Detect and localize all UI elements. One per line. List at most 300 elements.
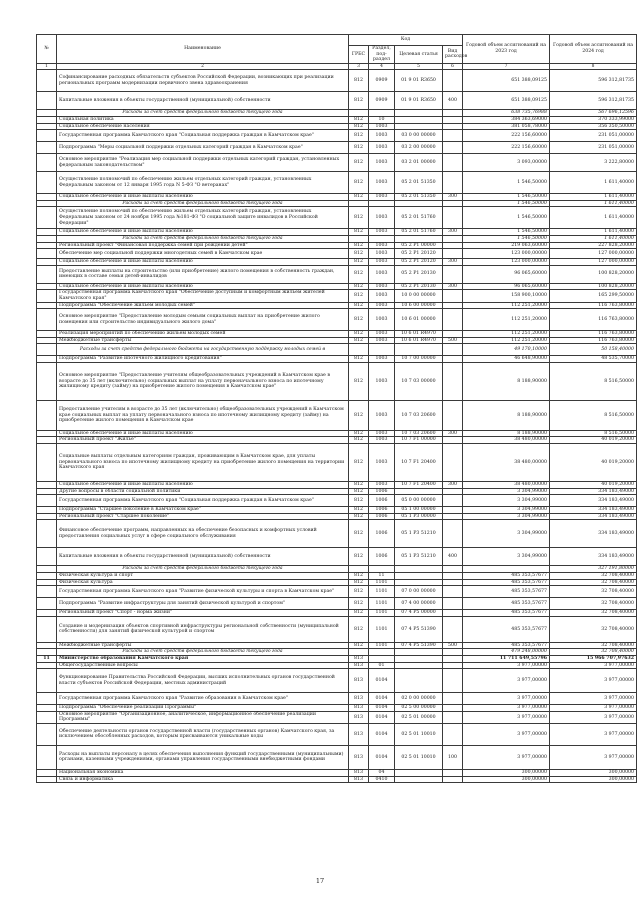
row-amount-2024: 32 708,40000: [550, 642, 637, 649]
row-number: [37, 337, 57, 344]
table-row: [37, 656, 637, 663]
row-target-article: 10 0 00 00000: [395, 290, 443, 302]
row-target-article: 07 4 P5 00000: [395, 610, 443, 617]
row-grbs: 812: [349, 116, 369, 123]
table-row: [37, 331, 637, 338]
row-target-article: 05 2 P1 20130: [395, 283, 443, 290]
row-grbs: 812: [349, 242, 369, 249]
row-amount-2024: 3 977,00000: [550, 723, 637, 745]
row-razdel: 1003: [369, 362, 395, 400]
row-expense-type: [443, 344, 463, 356]
row-expense-type: [443, 573, 463, 580]
row-number: [37, 769, 57, 776]
row-target-article: 10 6 01 R4970: [395, 331, 443, 338]
table-row: [37, 92, 637, 110]
header-grbs: ГРБС: [349, 46, 369, 64]
row-name: Социальное обеспечение и иные выплаты населению: [57, 229, 349, 236]
column-number: 8: [550, 63, 637, 70]
row-number: [37, 776, 57, 783]
row-razdel: 0909: [369, 92, 395, 110]
table-row: [37, 154, 637, 172]
row-amount-2023: 3 977,00000: [463, 745, 550, 769]
row-grbs: 813: [349, 723, 369, 745]
row-grbs: 812: [349, 154, 369, 172]
row-amount-2024: 334 183,49000: [550, 488, 637, 495]
row-name: Социальное обеспечение и иные выплаты населению: [57, 482, 349, 489]
row-razdel: 1006: [369, 520, 395, 548]
row-name: Реализация мероприятий по обеспечению жильем молодых семей: [57, 331, 349, 338]
row-number: [37, 705, 57, 712]
table-row: [37, 616, 637, 642]
row-amount-2023: 46 648,90000: [463, 356, 550, 363]
table-header: [37, 35, 637, 70]
row-expense-type: 400: [443, 548, 463, 566]
column-number: 5: [395, 63, 443, 70]
row-amount-2024: 1 611,40000: [550, 200, 637, 207]
row-expense-type: [443, 669, 463, 693]
row-amount-2023: 485 353,57677: [463, 610, 550, 617]
row-amount-2024: 231 051,00000: [550, 130, 637, 142]
row-name: Создание и модернизация объектов спортивной инфраструктуры региональной собственности (муниципальной собственности) для занятий физической культурой и спортом: [57, 616, 349, 642]
row-amount-2024: 334 183,49000: [550, 548, 637, 566]
row-grbs: 812: [349, 207, 369, 229]
row-amount-2023: 3 977,00000: [463, 723, 550, 745]
row-target-article: [395, 566, 443, 573]
row-number: [37, 302, 57, 309]
row-number: [37, 586, 57, 598]
row-target-article: 10 7 03 20600: [395, 430, 443, 437]
row-amount-2024: 32 708,40000: [550, 573, 637, 580]
row-number: [37, 362, 57, 400]
table-row: [37, 711, 637, 723]
row-target-article: 05 2 01 51350: [395, 172, 443, 194]
table-row: [37, 344, 637, 356]
row-amount-2023: 219 063,60000: [463, 242, 550, 249]
row-amount-2023: 222 156,60000: [463, 130, 550, 142]
row-name: Подпрограмма "Старшее поколение в Камчатском крае": [57, 507, 349, 514]
row-target-article: 10 7 03 20600: [395, 400, 443, 430]
row-razdel: 1003: [369, 207, 395, 229]
row-expense-type: 300: [443, 283, 463, 290]
row-name: Подпрограмма "Обеспечение реализации Программы": [57, 705, 349, 712]
row-amount-2024: 40 019,20000: [550, 482, 637, 489]
row-amount-2023: 1 546,50000: [463, 172, 550, 194]
header-amount-2024: Годовой объем ассигнований на 2024 год: [550, 35, 637, 64]
row-razdel: 1003: [369, 172, 395, 194]
row-expense-type: [443, 610, 463, 617]
row-grbs: 812: [349, 586, 369, 598]
row-amount-2023: 8 188,90000: [463, 362, 550, 400]
row-amount-2024: 8 516,50000: [550, 362, 637, 400]
row-grbs: 812: [349, 610, 369, 617]
row-grbs: 812: [349, 265, 369, 283]
header-amount-2023: Годовой объем ассигнований на 2023 год: [463, 35, 550, 64]
row-amount-2024: 127 000,00000: [550, 249, 637, 259]
row-amount-2024: 32 708,40000: [550, 579, 637, 586]
row-amount-2023: 1 546,50000: [463, 207, 550, 229]
row-expense-type: [443, 331, 463, 338]
row-target-article: [395, 200, 443, 207]
row-number: [37, 548, 57, 566]
row-amount-2023: 1 546,50000: [463, 200, 550, 207]
row-grbs: [349, 235, 369, 242]
row-name: Региональный проект "Старшее поколение": [57, 513, 349, 520]
row-amount-2023: 3 977,00000: [463, 662, 550, 669]
row-amount-2023: 485 353,57677: [463, 616, 550, 642]
table-row: [37, 207, 637, 229]
row-name: Осуществление полномочий по обеспечению жильем отдельных категорий граждан, установленных Федеральным законом от 12 января 1995 года N 5-ФЗ "О ветеранах": [57, 172, 349, 194]
row-number: [37, 110, 57, 117]
row-amount-2023: 3 304,99000: [463, 513, 550, 520]
row-razdel: 1003: [369, 290, 395, 302]
row-amount-2023: 3 304,99000: [463, 548, 550, 566]
table-row: [37, 200, 637, 207]
table-row: [37, 235, 637, 242]
row-expense-type: [443, 154, 463, 172]
table-row: [37, 610, 637, 617]
table-row: [37, 259, 637, 266]
row-razdel: 1003: [369, 123, 395, 130]
table-row: [37, 430, 637, 437]
row-amount-2024: 116 763,80000: [550, 309, 637, 331]
row-amount-2023: 300,00000: [463, 769, 550, 776]
row-number: [37, 693, 57, 705]
row-grbs: 812: [349, 172, 369, 194]
row-name: Основное мероприятие "Организационное, аналитическое, информационное обеспечение реализации Программы": [57, 711, 349, 723]
row-grbs: 812: [349, 598, 369, 610]
row-target-article: 05 2 01 51760: [395, 207, 443, 229]
row-number: [37, 290, 57, 302]
row-target-article: 01 9 01 R3650: [395, 70, 443, 92]
row-amount-2024: 15 966 707,97632: [550, 656, 637, 663]
row-grbs: 812: [349, 123, 369, 130]
row-expense-type: [443, 116, 463, 123]
row-amount-2024: 596 312,81735: [550, 92, 637, 110]
row-expense-type: [443, 207, 463, 229]
row-razdel: [369, 235, 395, 242]
row-expense-type: [443, 579, 463, 586]
row-grbs: [349, 110, 369, 117]
row-amount-2023: 384 363,69000: [463, 116, 550, 123]
row-amount-2024: 3 977,00000: [550, 693, 637, 705]
row-razdel: 11: [369, 573, 395, 580]
row-target-article: 02 5 01 10010: [395, 723, 443, 745]
table-row: [37, 194, 637, 201]
row-expense-type: [443, 437, 463, 444]
row-amount-2024: 300,00000: [550, 769, 637, 776]
row-amount-2023: 479 248,00000: [463, 649, 550, 656]
row-expense-type: [443, 123, 463, 130]
row-amount-2024: 334 183,49000: [550, 520, 637, 548]
table-row: [37, 249, 637, 259]
row-grbs: 812: [349, 337, 369, 344]
row-name: Межбюджетные трансферты: [57, 642, 349, 649]
row-number: [37, 229, 57, 236]
row-number: [37, 200, 57, 207]
row-target-article: [395, 649, 443, 656]
row-razdel: 0909: [369, 70, 395, 92]
row-name: Межбюджетные трансферты: [57, 337, 349, 344]
row-amount-2023: 3 304,99000: [463, 507, 550, 514]
row-grbs: 813: [349, 711, 369, 723]
row-razdel: 0104: [369, 711, 395, 723]
row-amount-2024: 3 977,00000: [550, 711, 637, 723]
row-grbs: 812: [349, 362, 369, 400]
row-number: [37, 92, 57, 110]
row-target-article: [395, 769, 443, 776]
table-row: [37, 662, 637, 669]
row-target-article: 03 0 00 00000: [395, 130, 443, 142]
row-amount-2024: 100 828,20000: [550, 265, 637, 283]
row-grbs: 812: [349, 290, 369, 302]
table-row: [37, 283, 637, 290]
table-row: [37, 520, 637, 548]
row-expense-type: 300: [443, 259, 463, 266]
row-expense-type: [443, 598, 463, 610]
row-grbs: 812: [349, 302, 369, 309]
row-amount-2023: 381 058,78000: [463, 123, 550, 130]
row-number: [37, 430, 57, 437]
row-razdel: 1101: [369, 598, 395, 610]
budget-table: [36, 34, 637, 783]
row-target-article: 03 2 00 00000: [395, 142, 443, 154]
row-number: [37, 488, 57, 495]
row-razdel: 1003: [369, 249, 395, 259]
row-amount-2024: 370 333,99000: [550, 116, 637, 123]
table-row: [37, 130, 637, 142]
row-amount-2024: 334 183,49000: [550, 495, 637, 507]
table-row: [37, 290, 637, 302]
table-row: [37, 507, 637, 514]
row-razdel: 1101: [369, 642, 395, 649]
row-grbs: 812: [349, 130, 369, 142]
row-number: [37, 172, 57, 194]
row-expense-type: 100: [443, 745, 463, 769]
row-expense-type: 400: [443, 92, 463, 110]
row-expense-type: [443, 400, 463, 430]
row-amount-2023: 123 000,00000: [463, 249, 550, 259]
row-target-article: 05 2 01 51350: [395, 194, 443, 201]
row-grbs: 812: [349, 579, 369, 586]
row-amount-2024: 1 611,40000: [550, 172, 637, 194]
row-expense-type: [443, 356, 463, 363]
row-target-article: [395, 110, 443, 117]
row-amount-2024: 32 708,40000: [550, 610, 637, 617]
row-grbs: 812: [349, 331, 369, 338]
row-expense-type: [443, 616, 463, 642]
table-row: [37, 142, 637, 154]
row-razdel: 01: [369, 662, 395, 669]
header-expense-type: Вид расходов: [443, 46, 463, 64]
row-number: [37, 123, 57, 130]
row-grbs: 812: [349, 548, 369, 566]
row-razdel: 0410: [369, 776, 395, 783]
table-row: [37, 437, 637, 444]
row-amount-2023: 96 065,60000: [463, 283, 550, 290]
row-razdel: [369, 200, 395, 207]
row-grbs: 812: [349, 283, 369, 290]
row-razdel: 1006: [369, 548, 395, 566]
table-row: [37, 309, 637, 331]
row-amount-2023: 485 353,57677: [463, 598, 550, 610]
row-amount-2023: 222 156,60000: [463, 142, 550, 154]
row-expense-type: [443, 723, 463, 745]
row-number: [37, 495, 57, 507]
row-expense-type: 300: [443, 229, 463, 236]
row-expense-type: [443, 586, 463, 598]
row-amount-2024: 3 977,00000: [550, 669, 637, 693]
row-expense-type: 300: [443, 194, 463, 201]
row-grbs: [349, 566, 369, 573]
row-amount-2023: 112 251,20000: [463, 337, 550, 344]
row-amount-2024: 327 191,80000: [550, 566, 637, 573]
row-name: Расходы на выплаты персоналу в целях обеспечения выполнения функций государственными (муниципальными) органами, казенными учреждениями, органами управления государственными внебюджетными фондами: [57, 745, 349, 769]
row-amount-2023: 638 735,76988: [463, 110, 550, 117]
row-expense-type: [443, 488, 463, 495]
row-razdel: 0104: [369, 669, 395, 693]
row-amount-2023: 3 093,00000: [463, 154, 550, 172]
table-row: [37, 362, 637, 400]
row-expense-type: 300: [443, 482, 463, 489]
row-name: Подпрограмма "Развитие ипотечного жилищного кредитования": [57, 356, 349, 363]
row-grbs: [349, 344, 369, 356]
row-razdel: 1101: [369, 586, 395, 598]
row-number: [37, 616, 57, 642]
row-number: [37, 723, 57, 745]
row-razdel: 10: [369, 116, 395, 123]
row-razdel: 1003: [369, 242, 395, 249]
row-target-article: 05 2 P1 00000: [395, 242, 443, 249]
table-row: [37, 70, 637, 92]
row-name: Основное мероприятие "Предоставление молодым семьям социальных выплат на приобретение жилого помещения или строительство индивидуального жилого дома": [57, 309, 349, 331]
row-amount-2023: [463, 566, 550, 573]
row-target-article: 07 4 00 00000: [395, 598, 443, 610]
table-row: [37, 116, 637, 123]
table-row: [37, 642, 637, 649]
row-grbs: 812: [349, 194, 369, 201]
row-amount-2024: 3 222,80000: [550, 154, 637, 172]
table-body: [37, 70, 637, 783]
row-number: [37, 745, 57, 769]
row-expense-type: [443, 172, 463, 194]
row-target-article: [395, 656, 443, 663]
row-grbs: 812: [349, 249, 369, 259]
row-amount-2023: 3 304,99000: [463, 488, 550, 495]
table-row: [37, 495, 637, 507]
row-number: [37, 154, 57, 172]
row-number: [37, 437, 57, 444]
table-row: [37, 337, 637, 344]
row-razdel: 1003: [369, 309, 395, 331]
row-grbs: 812: [349, 437, 369, 444]
row-grbs: [349, 200, 369, 207]
column-number: 2: [57, 63, 349, 70]
row-number: [37, 573, 57, 580]
row-target-article: 07 0 00 00000: [395, 586, 443, 598]
row-name: Социальные выплаты отдельным категориям граждан, проживающим в Камчатском крае, для уплаты первоначального взноса по ипотечному жилищному кредиту на приобретение жилого помещения на территории Камчатского края: [57, 444, 349, 482]
row-razdel: 1003: [369, 400, 395, 430]
row-target-article: 07 4 P5 51390: [395, 642, 443, 649]
row-amount-2024: 334 183,49000: [550, 507, 637, 514]
row-razdel: 1003: [369, 444, 395, 482]
row-razdel: 1003: [369, 331, 395, 338]
row-amount-2024: 231 051,00000: [550, 142, 637, 154]
row-razdel: 1006: [369, 488, 395, 495]
table-row: [37, 488, 637, 495]
table-row: [37, 669, 637, 693]
table-row: [37, 548, 637, 566]
row-expense-type: 500: [443, 337, 463, 344]
table-row: [37, 573, 637, 580]
row-target-article: [395, 123, 443, 130]
row-number: [37, 344, 57, 356]
row-razdel: 1003: [369, 482, 395, 489]
row-target-article: 10 6 00 00000: [395, 302, 443, 309]
row-amount-2024: 3 977,00000: [550, 662, 637, 669]
table-row: [37, 123, 637, 130]
row-name: Связь и информатика: [57, 776, 349, 783]
row-name: Региональный проект "Жилье": [57, 437, 349, 444]
row-target-article: 05 1 00 00000: [395, 507, 443, 514]
row-target-article: 10 7 03 00000: [395, 362, 443, 400]
row-name: Социальное обеспечение и иные выплаты населению: [57, 194, 349, 201]
row-amount-2023: 651 388,09125: [463, 92, 550, 110]
row-razdel: 0104: [369, 745, 395, 769]
row-target-article: [395, 488, 443, 495]
row-grbs: 812: [349, 488, 369, 495]
row-name: Софинансирование расходных обязательств субъектов Российской Федерации, возникающих при реализации региональных программ модернизации первичного звена здравоохранения: [57, 70, 349, 92]
row-amount-2023: 8 188,90000: [463, 430, 550, 437]
row-number: [37, 400, 57, 430]
row-target-article: [395, 573, 443, 580]
row-expense-type: [443, 520, 463, 548]
row-razdel: 1003: [369, 302, 395, 309]
table-row: [37, 229, 637, 236]
row-grbs: 812: [349, 70, 369, 92]
row-amount-2023: 3 304,99000: [463, 495, 550, 507]
row-target-article: [395, 669, 443, 693]
row-razdel: 0104: [369, 693, 395, 705]
row-target-article: [395, 776, 443, 783]
row-name: Физическая культура и спорт: [57, 573, 349, 580]
row-razdel: 1003: [369, 130, 395, 142]
row-target-article: 07 4 P5 51390: [395, 616, 443, 642]
table-row: [37, 566, 637, 573]
row-number: [37, 309, 57, 331]
row-amount-2024: 3 977,00000: [550, 705, 637, 712]
row-razdel: [369, 566, 395, 573]
row-target-article: 10 7 F1 20400: [395, 482, 443, 489]
row-grbs: 813: [349, 705, 369, 712]
row-name: Министерство образования Камчатского края: [57, 656, 349, 663]
row-grbs: 812: [349, 520, 369, 548]
row-amount-2024: 596 312,81735: [550, 70, 637, 92]
row-razdel: [369, 656, 395, 663]
row-grbs: 813: [349, 745, 369, 769]
row-expense-type: [443, 656, 463, 663]
row-grbs: 812: [349, 482, 369, 489]
row-name: Региональный проект "Спорт - норма жизни": [57, 610, 349, 617]
row-name: Расходы за счет средств федерального бюджета текущего года: [57, 110, 349, 117]
row-amount-2024: 32 708,40000: [550, 649, 637, 656]
row-target-article: 05 2 P1 20120: [395, 249, 443, 259]
row-expense-type: [443, 290, 463, 302]
table-row: [37, 513, 637, 520]
row-expense-type: [443, 444, 463, 482]
row-razdel: 1101: [369, 579, 395, 586]
row-number: [37, 649, 57, 656]
row-number: [37, 513, 57, 520]
